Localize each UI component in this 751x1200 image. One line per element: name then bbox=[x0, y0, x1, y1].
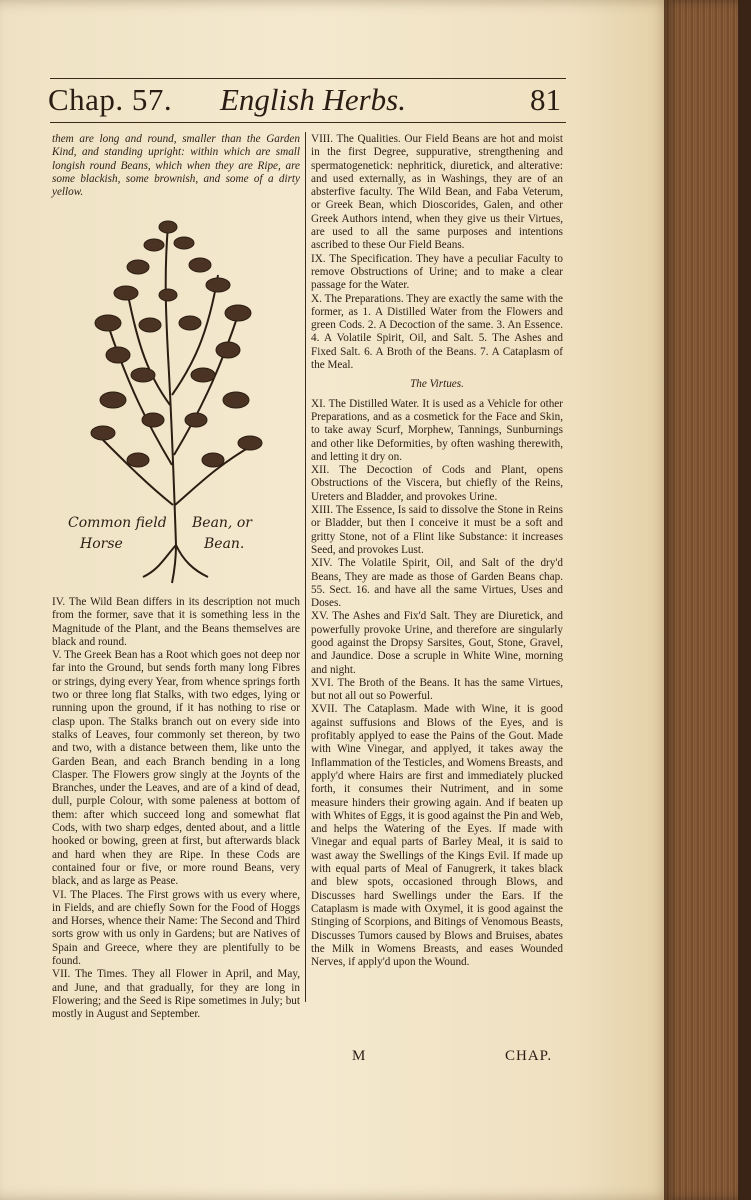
paragraph-xii: XII. The Decoction of Cods and Plant, opens Obstructions of the Viscera, but chiefly of the Reins, Ureters and Bladder, and provokes Urine. bbox=[311, 464, 563, 503]
paragraph-ix: IX. The Specification. They have a peculiar Faculty to remove Obstructions of Urine; and to make a clear passage for the Water. bbox=[311, 252, 563, 292]
paragraph-vii: VII. The Times. They all Flower in April, and May, and June, and that gradually, for they are long in Flowering; and the Seed is Ripe sometimes in July; but mostly in August and September. bbox=[52, 968, 300, 1021]
paragraph-xi: XI. The Distilled Water. It is used as a Vehicle for other Preparations, and as a cosmetick for the Face and Skin, to take away Scurf, Morphew, Tannings, Sunburnings and other like Deformities, by often washing therewith, and letting it dry on. bbox=[311, 397, 563, 463]
right-column bbox=[311, 133, 563, 969]
paragraph-vi: VI. The Places. The First grows with us every where, in Fields, and are chiefly Sown for the Food of Hoggs and Horses, whence their Name: The Second and Third sorts grow with us only in Gardens; but are Natives of Spain and Greece, where they are plentifully to be found. bbox=[52, 888, 300, 968]
caption-bean: Bean. bbox=[204, 536, 245, 552]
paragraph-xv: XV. The Ashes and Fix'd Salt. They are Diuretick, and powerfully provoke Urine, and therefore are singularly good against the Dropsy Sarsites, Gout, Stone, Gravel, and Jaundice. Dose a scruple in White Wine, morning and night. bbox=[311, 610, 563, 676]
paragraph-viii: VIII. The Qualities. Our Field Beans are hot and moist in the first Degree, suppurative, strengthening and spermatogenetick: nephritick, diuretick, and alterative: and used externally, as in Washings, they are of an absterfive faculty. The Wild Bean, and Faba Veterum, or Greek Bean, which Dioscorides, Galen, and other Greek Authors intend, when they give us their Virtues, are used to all the same purposes and intentions ascribed to these Our Field Beans. bbox=[311, 133, 563, 252]
left-lower-column bbox=[52, 596, 300, 1022]
caption-bean-or: Bean, or bbox=[192, 515, 252, 531]
column-divider bbox=[305, 132, 306, 1002]
running-title: English Herbs. bbox=[220, 82, 406, 117]
paragraph-iv: IV. The Wild Bean differs in its description not much from the former, save that it is something less in the Magnitude of the Plant, and the Beans themselves are black and round. bbox=[52, 596, 300, 648]
paragraph-xiii: XIII. The Essence, Is said to dissolve the Stone in Reins or Bladder, but then I conceive it must be a soft and gritty Stone, not of a Flint like Substance: it increases Seed, and provokes Lust. bbox=[311, 504, 563, 556]
paragraph-xvii: XVII. The Cataplasm. Made with Wine, it is good against suffusions and Blows of the Eyes, and is profitably applyed to ease the Pains of the Gout. Made with Wine Vinegar, and applyed, it takes away the Inflammation of the Testicles, and Womens Breasts, and apply'd where Hairs are first and immediately plucked forth, it consumes their Nutriment, and in some measure hinders their growing again. And if beaten up with Whites of Eggs, it is good against the Pin and Web, and helps the Watering of the Eyes. If made with Vinegar and equal parts of Barley Meal, it is said to wast away the Swellings of the Kings Evil. If made up with equal parts of Meal of Fanugrerk, it takes black and blew spots, occasioned through Blows, and Discusses hard Swellings under the Ears. If the Cataplasm is made with Oxymel, it is good against the Stinging of Scorpions, and Bitings of Venomous Beasts, Discusses Tumors caused by Blows and Bruises, abates the Milk in Womens Breasts, and eases Wounded Nerves, if apply'd upon the Wound. bbox=[311, 703, 563, 969]
signature-mark: M bbox=[352, 1048, 366, 1064]
paragraph-xiv: XIV. The Volatile Spirit, Oil, and Salt of the dry'd Beans, They are made as those of Garden Beans chap. 55. Sect. 16. and have all the same Virtues, Uses and Doses. bbox=[311, 557, 563, 610]
catchword: CHAP. bbox=[505, 1048, 553, 1064]
paragraph-x: X. The Preparations. They are exactly the same with the former, as 1. A Distilled Water from the Flowers and green Cods. 2. A Decoction of the same. 3. An Essence. 4. A Volatile Spirit, Oil, and Salt. 5. The Ashes and Fixed Salt. 6. A Broth of the Beans. 7. A Cataplasm of the Meal. bbox=[311, 292, 563, 372]
caption-horse: Horse bbox=[80, 536, 123, 552]
paragraph-v: V. The Greek Bean has a Root which goes not deep nor far into the Ground, but sends forth many long Fibres or strings, dying every Year, from whence springs forth two or three long flat Stalks, with two edges, lying or running upon the ground, if it has nothing to rise or clasp upon. The Stalks branch out on every side into stalks of Leaves, four commonly set thereon, by two and two, with a distance between them, like unto the Garden Bean, and each Branch bending in a long Clasper. The Flowers grow singly at the Joynts of the Branches, under the Leaves, and are of a kind of dead, dull, purple Colour, with some paleness at bottom of them: after which succeed long and somewhat flat Cods, with two sharp edges, dented about, and a little hooked or bowing, green at first, but afterwards black and hard when they are Ripe. In these Cods are contained four or five, or more round Beans, very black, and as large as Pease. bbox=[52, 649, 300, 888]
chapter-label: Chap. 57. bbox=[48, 82, 173, 117]
caption-common-field: Common field bbox=[68, 515, 167, 531]
book-binding-edge bbox=[738, 0, 751, 1200]
bean-plant-woodcut bbox=[68, 205, 288, 585]
virtues-heading: The Virtues. bbox=[410, 378, 464, 391]
left-top-paragraph: them are long and round, smaller than the Garden Kind, and standing upright: within which are small longish round Beans, which when they are Ripe, are some blackish, some brownish, and some of a dirty yellow. bbox=[52, 133, 300, 199]
page-number: 81 bbox=[530, 82, 561, 117]
paragraph-xvi: XVI. The Broth of the Beans. It has the same Virtues, but not all out so Powerful. bbox=[311, 676, 563, 703]
